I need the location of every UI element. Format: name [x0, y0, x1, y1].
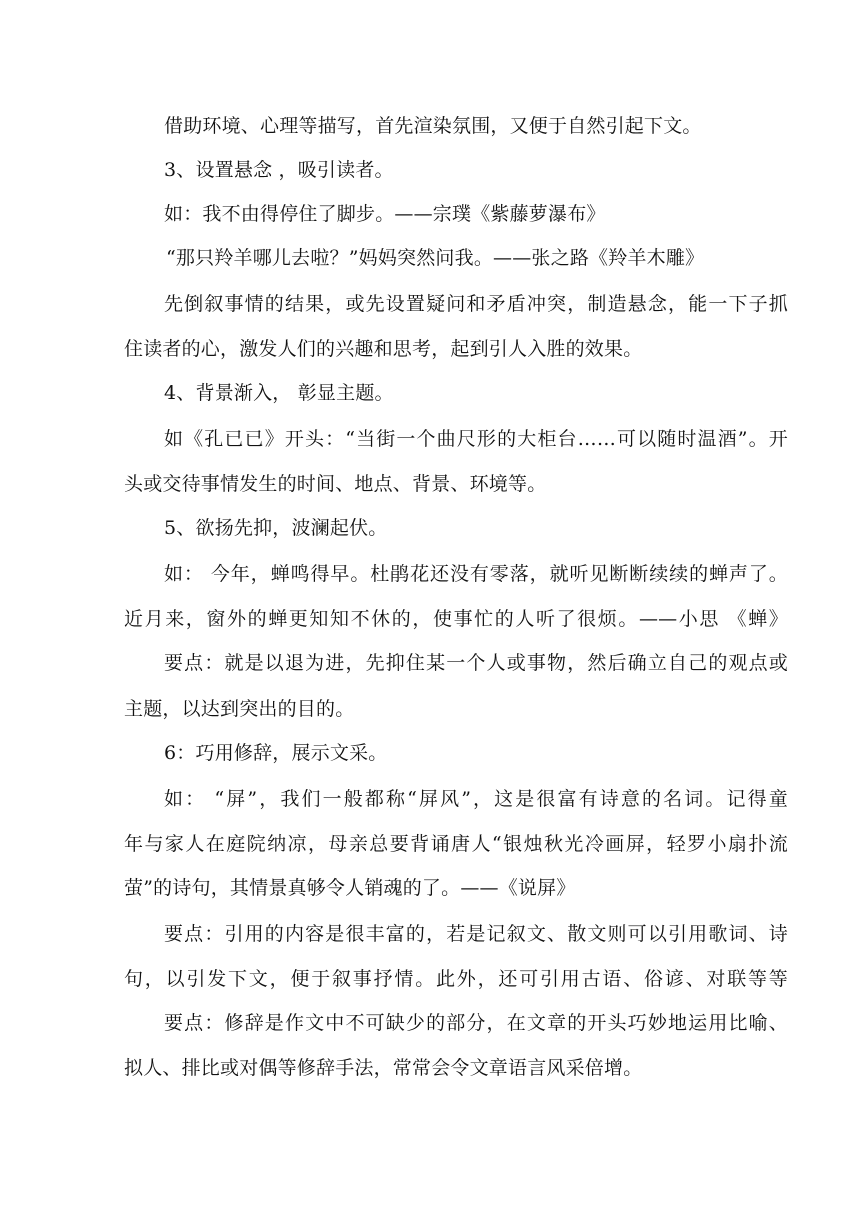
text-line: 拟人、排比或对偶等修辞手法，常常会令文章语言风采倍增。	[124, 1057, 643, 1079]
text-line: 住读者的心，激发人们的兴趣和思考，起到引人入胜的效果。	[124, 338, 643, 360]
example-line: 如： 今年，蝉鸣得早。杜鹃花还没有零落，就听见断断续续的蝉声了。	[164, 563, 788, 585]
example-line: 如《孔已已》开头：“当街一个曲尺形的大柜台……可以随时温酒”。开	[164, 428, 788, 450]
section-heading-6: 6：巧用修辞，展示文采。	[164, 742, 388, 764]
section-heading-4: 4、背景渐入， 彰显主题。	[164, 382, 394, 404]
section-heading-5: 5、欲扬先抑，波澜起伏。	[164, 517, 388, 539]
example-line: “那只羚羊哪儿去啦？”妈妈突然问我。——张之路《羚羊木雕》	[166, 247, 705, 269]
key-point-line: 要点：引用的内容是很丰富的，若是记叙文、散文则可以引用歌词、诗	[164, 923, 788, 945]
text-line: 主题，以达到突出的目的。	[124, 698, 355, 720]
text-line: 近月来，窗外的蝉更知知不休的，使事忙的人听了很烦。——小思 《蝉》	[124, 608, 788, 630]
example-line: 如：我不由得停住了脚步。——宗璞《紫藤萝瀑布》	[164, 203, 606, 225]
example-line: 如： “屏”，我们一般都称“屏风”，这是很富有诗意的名词。记得童	[164, 788, 788, 810]
text-line: 萤”的诗句，其情景真够令人销魂的了。——《说屏》	[124, 877, 576, 899]
text-line: 先倒叙事情的结果，或先设置疑问和矛盾冲突，制造悬念，能一下子抓	[164, 293, 788, 315]
text-line: 借助环境、心理等描写，首先渲染氛围，又便于自然引起下文。	[164, 115, 702, 137]
text-line: 头或交待事情发生的时间、地点、背景、环境等。	[124, 473, 547, 495]
section-heading-3: 3、设置悬念 ，吸引读者。	[164, 159, 394, 181]
text-line: 年与家人在庭院纳凉，母亲总要背诵唐人“银烛秋光冷画屏，轻罗小扇扑流	[124, 833, 788, 855]
key-point-line: 要点：修辞是作文中不可缺少的部分，在文章的开头巧妙地运用比喻、	[164, 1012, 788, 1034]
text-line: 句，以引发下文，便于叙事抒情。此外，还可引用古语、俗谚、对联等等	[124, 968, 788, 990]
key-point-line: 要点：就是以退为进，先抑住某一个人或事物，然后确立自己的观点或	[164, 652, 788, 674]
